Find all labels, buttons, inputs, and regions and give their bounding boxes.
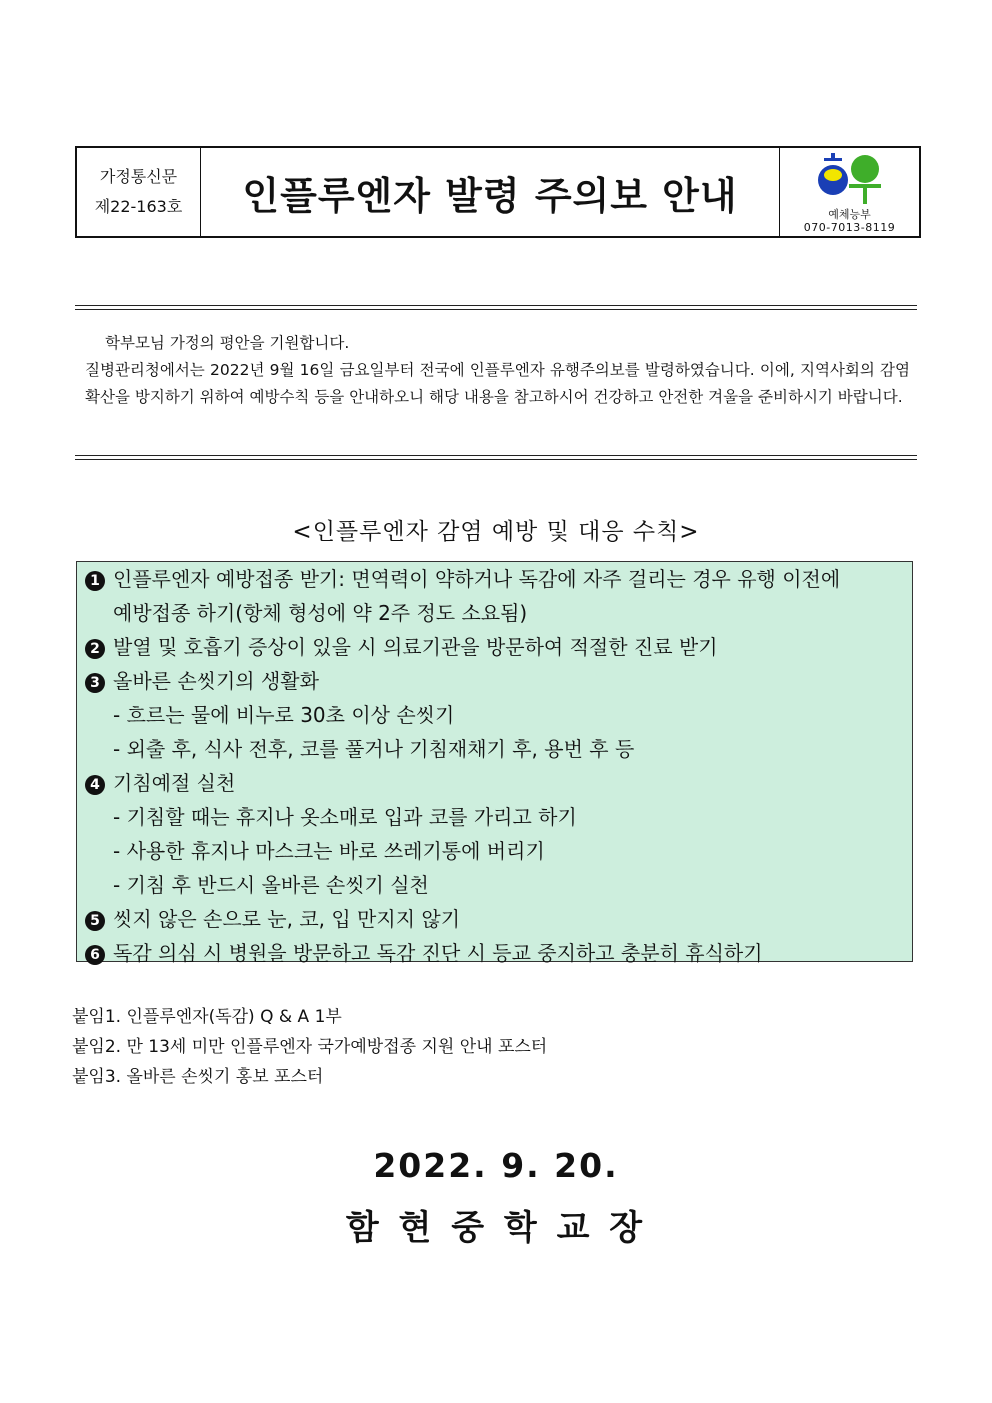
divider-bottom — [75, 455, 917, 460]
rule-4: 4 기침예절 실천 — [85, 766, 912, 800]
rule-1-continued: 예방접종 하기(항체 형성에 약 2주 정도 소요됨) — [113, 601, 528, 625]
greeting: 학부모님 가정의 평안을 기원합니다. — [105, 334, 350, 352]
intro-body: 질병관리청에서는 2022년 9월 16일 금요일부터 전국에 인플루엔자 유행주의보를 발령하였습니다. 이에, 지역사회의 감염 확산을 방지하기 위하여 예방수칙 등을 안내하오니 해당 내용을 참고하시어 건강하고 안전한 겨울을 준비하시기 바랍니다. — [85, 361, 910, 406]
doc-number: 제22-163호 — [94, 197, 183, 216]
rule-5: 5 씻지 않은 손으로 눈, 코, 입 만지지 않기 — [85, 902, 912, 936]
doc-info — [77, 148, 201, 236]
department-phone: 070-7013-8119 — [803, 221, 896, 234]
number-6-icon: 6 — [85, 945, 105, 965]
number-3-icon: 3 — [85, 673, 105, 693]
rule-3-sub-1: - 흐르는 물에 비누로 30초 이상 손씻기 — [113, 703, 455, 727]
rule-4-sub-1: - 기침할 때는 휴지나 옷소매로 입과 코를 가리고 하기 — [113, 805, 577, 829]
number-1-icon: 1 — [85, 571, 105, 591]
intro-text — [85, 330, 910, 411]
rule-4-sub-2: - 사용한 휴지나 마스크는 바로 쓰레기통에 버리기 — [113, 839, 545, 863]
rule-1: 1 인플루엔자 예방접종 받기: 면역력이 약하거나 독감에 자주 걸리는 경우 유행 이전에 — [85, 562, 912, 596]
department-name: 예체능부 — [828, 208, 871, 221]
section-title: <인플루엔자 감염 예방 및 대응 수칙> — [292, 519, 700, 545]
header-box — [75, 146, 921, 238]
school-signature: 함 현 중 학 교 장 — [345, 1208, 647, 1248]
page-title: 인플루엔자 발령 주의보 안내 — [242, 173, 738, 218]
department-logo-icon — [815, 152, 885, 206]
rule-6: 6 독감 의심 시 병원을 방문하고 독감 진단 시 등교 중지하고 충분히 휴식하기 — [85, 936, 912, 970]
attachment-3: 붙임3. 올바른 손씻기 홍보 포스터 — [72, 1067, 324, 1087]
rule-3: 3 올바른 손씻기의 생활화 — [85, 664, 912, 698]
rules-box — [76, 561, 913, 965]
attachment-2: 붙임2. 만 13세 미만 인플루엔자 국가예방접종 지원 안내 포스터 — [72, 1037, 548, 1057]
department-logo — [779, 148, 919, 236]
rule-4-sub-3: - 기침 후 반드시 올바른 손씻기 실천 — [113, 873, 429, 897]
doc-type: 가정통신문 — [99, 167, 178, 186]
number-5-icon: 5 — [85, 911, 105, 931]
issue-date: 2022. 9. 20. — [373, 1146, 619, 1185]
number-2-icon: 2 — [85, 639, 105, 659]
rule-3-sub-2: - 외출 후, 식사 전후, 코를 풀거나 기침재채기 후, 용번 후 등 — [113, 737, 635, 761]
number-4-icon: 4 — [85, 775, 105, 795]
rule-2: 2 발열 및 호흡기 증상이 있을 시 의료기관을 방문하여 적절한 진료 받기 — [85, 630, 912, 664]
divider-top — [75, 305, 917, 310]
attachment-1: 붙임1. 인플루엔자(독감) Q & A 1부 — [72, 1007, 342, 1027]
attachments — [72, 1002, 547, 1092]
